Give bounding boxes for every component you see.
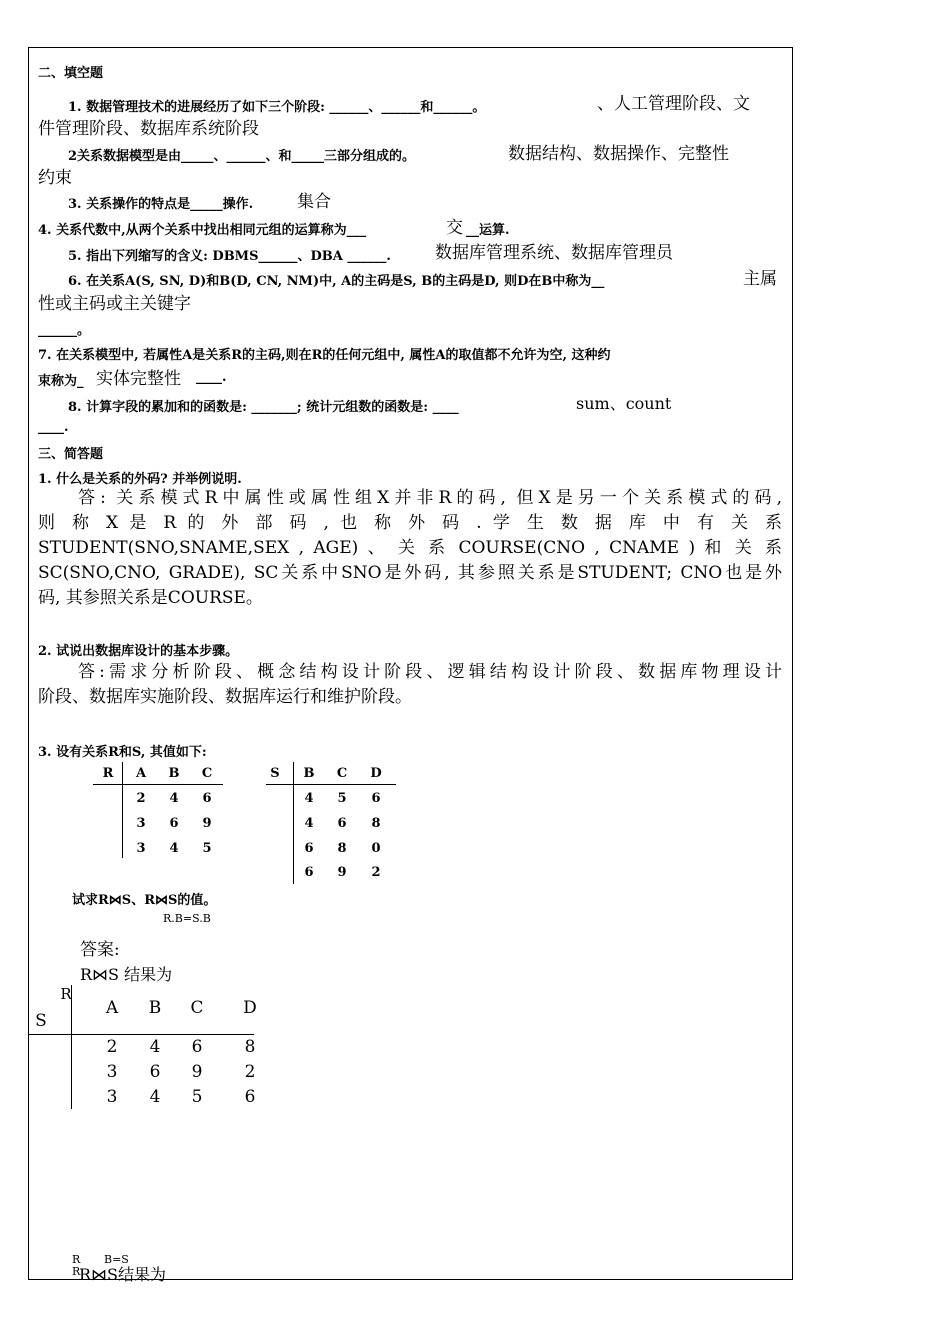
table-s-name: S bbox=[270, 766, 280, 781]
q3-answer: 集合 bbox=[297, 192, 331, 212]
table-r-cell: 4 bbox=[169, 841, 179, 856]
q6-answer-part1: 主属 bbox=[743, 269, 777, 289]
q6-blank: ______。 bbox=[38, 323, 91, 338]
table-s-cell: 8 bbox=[371, 816, 381, 831]
s3-q1-line: SC(SNO,CNO, GRADE), SC关系中SNO是外码, 其参照关系是STUDENT; CNO也是外 bbox=[38, 563, 782, 583]
s3-q1-line: STUDENT(SNO,SNAME,SEX , AGE) 、 关 系 COURSE(CNO , CNAME ) 和 关 系 bbox=[38, 538, 782, 558]
table-r-cell: 5 bbox=[202, 841, 212, 856]
result-header: A bbox=[105, 998, 119, 1018]
q2-answer-part1: 数据结构、数据操作、完整性 bbox=[508, 144, 729, 164]
bottom-subscript: B=S bbox=[104, 1253, 129, 1266]
s3-q1-line: 则 称 X 是 R 的 外 部 码 , 也 称 外 码 . 学 生 数 据 库 中 有 关 系 bbox=[38, 513, 782, 533]
bottom-sub-r1: R bbox=[72, 1253, 81, 1266]
table-r-name: R bbox=[102, 766, 114, 781]
result-cell: 9 bbox=[191, 1062, 203, 1082]
s3-q3-ask: 试求R⋈S、R⋈S的值。 bbox=[72, 893, 217, 908]
result-vrule bbox=[71, 985, 72, 1109]
result-corner-r: R bbox=[60, 985, 72, 1003]
table-s-header: B bbox=[303, 766, 315, 781]
result-hrule bbox=[29, 1034, 254, 1035]
table-r-header: A bbox=[135, 766, 147, 781]
q1-question: 1. 数据管理技术的进展经历了如下三个阶段: ______、______和______。 bbox=[68, 100, 486, 115]
s3-q2-line: 阶段、数据库实施阶段、数据库运行和维护阶段。 bbox=[38, 687, 412, 707]
q2-question: 2关系数据模型是由_____、______、和_____三部分组成的。 bbox=[68, 149, 416, 164]
answer-label: 答案: bbox=[80, 940, 120, 960]
q7-tail: ____. bbox=[196, 370, 227, 385]
s3-q3-ask-subscript: R.B=S.B bbox=[163, 912, 211, 925]
result-label: R⋈S 结果为 bbox=[80, 965, 173, 984]
table-r-header: B bbox=[168, 766, 180, 781]
table-s-cell: 4 bbox=[304, 816, 314, 831]
table-s-vrule bbox=[293, 762, 294, 884]
result-header: D bbox=[243, 998, 257, 1018]
q5-question: 5. 指出下列缩写的含义: DBMS______、DBA ______. bbox=[68, 249, 391, 264]
s3-q2-title: 2. 试说出数据库设计的基本步骤。 bbox=[38, 644, 239, 659]
result-cell: 4 bbox=[149, 1087, 161, 1107]
bottom-result-label: R⋈S结果为 bbox=[79, 1265, 167, 1284]
s3-q1-line: 码, 其参照关系是COURSE。 bbox=[38, 588, 263, 608]
q5-answer: 数据库管理系统、数据库管理员 bbox=[435, 243, 673, 263]
q4-tail: __运算. bbox=[466, 223, 510, 238]
q8-tail: ____. bbox=[38, 420, 69, 435]
q7-answer: 实体完整性 bbox=[96, 369, 181, 389]
q7-question-cont: 束称为_ bbox=[38, 374, 84, 389]
table-r-hrule bbox=[93, 784, 223, 785]
table-r-cell: 6 bbox=[202, 791, 212, 806]
table-s-cell: 6 bbox=[371, 791, 381, 806]
q6-answer-part2: 性或主码或主关键字 bbox=[38, 294, 191, 314]
result-header: C bbox=[190, 998, 204, 1018]
s3-q3-title: 3. 设有关系R和S, 其值如下: bbox=[38, 745, 207, 760]
table-r-cell: 9 bbox=[202, 816, 212, 831]
table-s-header: D bbox=[370, 766, 382, 781]
table-s-cell: 5 bbox=[337, 791, 347, 806]
table-s-cell: 6 bbox=[304, 865, 314, 880]
table-s-cell: 6 bbox=[304, 841, 314, 856]
result-cell: 6 bbox=[149, 1062, 161, 1082]
q8-question: 8. 计算字段的累加和的函数是: _______; 统计元组数的函数是: ____ bbox=[68, 400, 459, 415]
result-cell: 2 bbox=[106, 1037, 118, 1057]
result-cell: 3 bbox=[106, 1062, 118, 1082]
q2-answer-part2: 约束 bbox=[38, 168, 72, 188]
result-cell: 8 bbox=[244, 1037, 256, 1057]
table-s-cell: 2 bbox=[371, 865, 381, 880]
result-header: B bbox=[148, 998, 162, 1018]
result-cell: 4 bbox=[149, 1037, 161, 1057]
section-3-title: 三、简答题 bbox=[38, 447, 104, 462]
table-r-cell: 4 bbox=[169, 791, 179, 806]
table-s-cell: 4 bbox=[304, 791, 314, 806]
result-cell: 3 bbox=[106, 1087, 118, 1107]
section-2-title: 二、填空题 bbox=[38, 66, 104, 81]
table-r-header: C bbox=[201, 766, 213, 781]
bottom-sub-r2: R bbox=[72, 1265, 81, 1278]
q7-question: 7. 在关系模型中, 若属性A是关系R的主码,则在R的任何元组中, 属性A的取值都不允许为空, 这种约 bbox=[38, 348, 611, 363]
result-corner-s: S bbox=[35, 1011, 47, 1031]
s3-q1-title: 1. 什么是关系的外码? 并举例说明. bbox=[38, 472, 242, 487]
result-cell: 6 bbox=[191, 1037, 203, 1057]
q3-question: 3. 关系操作的特点是_____操作. bbox=[68, 197, 254, 212]
table-r-cell: 3 bbox=[136, 841, 146, 856]
s3-q1-line: 答: 关系模式R中属性或属性组X并非R的码, 但X是另一个关系模式的码, bbox=[78, 488, 782, 508]
table-s-cell: 0 bbox=[371, 841, 381, 856]
table-s-header: C bbox=[336, 766, 348, 781]
q1-answer-part1: 、人工管理阶段、文 bbox=[597, 94, 750, 114]
q6-question: 6. 在关系A(S, SN, D)和B(D, CN, NM)中, A的主码是S, B的主码是D, 则D在B中称为__ bbox=[68, 274, 605, 289]
result-cell: 5 bbox=[191, 1087, 203, 1107]
table-r-cell: 6 bbox=[169, 816, 179, 831]
table-r-vrule bbox=[122, 762, 123, 858]
q1-answer-part2: 件管理阶段、数据库系统阶段 bbox=[38, 119, 259, 139]
table-s-cell: 8 bbox=[337, 841, 347, 856]
table-r-cell: 3 bbox=[136, 816, 146, 831]
s3-q1-answer bbox=[38, 486, 782, 611]
s3-q2-answer bbox=[38, 660, 782, 710]
table-s-hrule bbox=[266, 784, 396, 785]
q8-answer: sum、count bbox=[576, 394, 672, 413]
table-s-cell: 6 bbox=[337, 816, 347, 831]
result-cell: 6 bbox=[244, 1087, 256, 1107]
q4-answer: 交 bbox=[446, 218, 463, 238]
table-s-cell: 9 bbox=[337, 865, 347, 880]
s3-q2-line: 答:需求分析阶段、概念结构设计阶段、逻辑结构设计阶段、数据库物理设计 bbox=[78, 662, 782, 682]
q4-question: 4. 关系代数中,从两个关系中找出相同元组的运算称为___ bbox=[38, 223, 367, 238]
table-r-cell: 2 bbox=[136, 791, 146, 806]
result-cell: 2 bbox=[244, 1062, 256, 1082]
